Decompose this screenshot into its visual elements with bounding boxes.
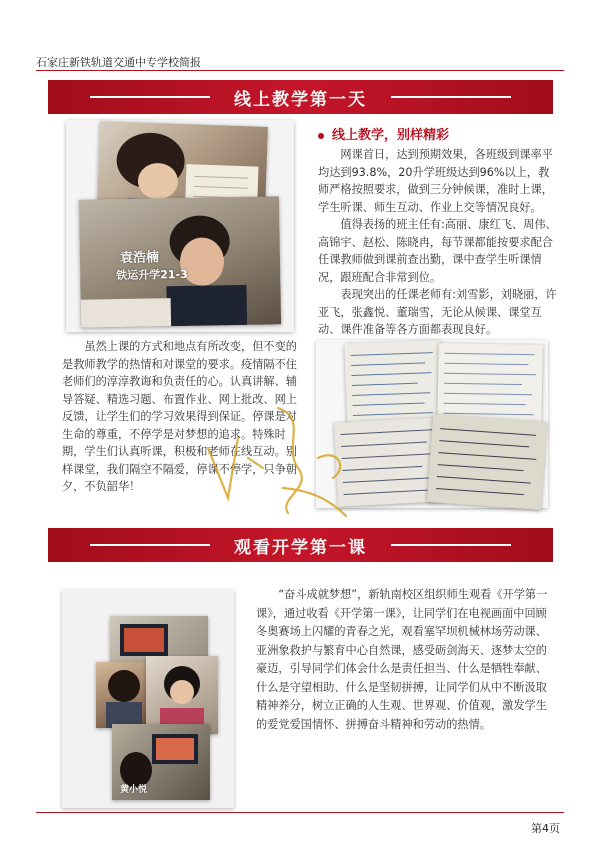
banner-title: 观看开学第一课 — [234, 537, 367, 558]
photo-student-viewing-2 — [146, 656, 218, 734]
newsletter-title: 石家庄新铁轨道交通中专学校简报 — [36, 56, 201, 69]
paragraph-attendance: 网课首日，达到预期效果，各班级到课率平均达到93.8%，20升学班级达到96%以上，教师严格按照要求，做到三分钟候课，准时上课，学生听课、师生互动、作业上交等情况良好。 — [318, 148, 553, 214]
banner-title: 线上教学第一天 — [234, 89, 367, 110]
section-banner-online-teaching — [48, 80, 553, 114]
photo-notebook-4 — [427, 414, 547, 510]
bullet-icon — [318, 133, 324, 139]
photo-tag-name: 黄小悦 — [120, 785, 148, 795]
student-viewing-illustration-1 — [96, 662, 152, 728]
banner-decor-line-left — [90, 544, 210, 546]
header-divider — [36, 70, 564, 71]
page-number: 第4页 — [531, 822, 560, 835]
paragraph-class-teachers: 值得表扬的班主任有:高丽、康红飞、周伟、高锦宇、赵松、陈晓冉，每节课都能按要求配合任课教师做到课前查出勤，课中查学生听课情况，跟班配合非常到位。 — [318, 218, 557, 284]
subheading-online-teaching — [318, 124, 449, 143]
photo-caption-class: 铁运升学21-3 — [116, 267, 188, 283]
photo-student-studying — [79, 196, 281, 327]
banner-decor-line-left — [90, 96, 210, 98]
paragraph-subject-teachers: 表现突出的任课老师有:刘雪影，刘晓丽，许亚飞，张鑫悦、董瑞雪，无论从候课、课堂互动、课件准备等各方面都表现良好。 — [318, 288, 557, 336]
banner-decor-line-right — [391, 96, 511, 98]
photo-student-viewing-3 — [112, 724, 210, 800]
section-banner-first-lesson — [48, 528, 553, 562]
paragraph-teaching-spirit: 虽然上课的方式和地点有所改变，但不变的是教师教学的热情和对课堂的要求。疫情隔不住老师们的淳淳教诲和负责任的心。认真讲解、辅导答疑、精选习题、布置作业、网上批改、网上反馈，让学生们的学习效果得到保证。停课是对生命的尊重，不停学是对梦想的追求。特殊时期，学生们认真听课，积极和老师在线互动。别样课堂，我们隔空不隔爱，停课不停学，只争朝夕，不负韶华！ — [62, 340, 297, 493]
student-viewing-illustration-2 — [146, 656, 218, 734]
student-studying-illustration — [79, 196, 281, 327]
subheading-text: 线上教学，别样精彩 — [332, 128, 450, 143]
photo-student-viewing-1 — [96, 662, 152, 728]
paragraph-first-lesson: “奋斗成就梦想”，新轨南校区组织师生观看《开学第一课》，通过收看《开学第一课》，让同学们在电视画面中回顾冬奥赛场上闪耀的青春之光，观看塞罕坝机械林场劳动课、亚洲象救护与繁育中心自然课，感受砺剑海天、逐梦太空的豪迈，引导同学们体会什么是责任担当、什么是牺牲奉献、什么是守望相助、什么是坚韧拼搏，让同学们从中不断汲取精神养分，树立正确的人生观、世界观、价值观，激发学生的爱党爱国情怀、拼搏奋斗精神和劳动的热情。 — [256, 588, 548, 731]
footer-divider — [36, 812, 564, 813]
notebook-page-illustration-4 — [427, 414, 547, 510]
photo-caption-name: 袁浩楠 — [119, 250, 160, 267]
banner-decor-line-right — [391, 544, 511, 546]
